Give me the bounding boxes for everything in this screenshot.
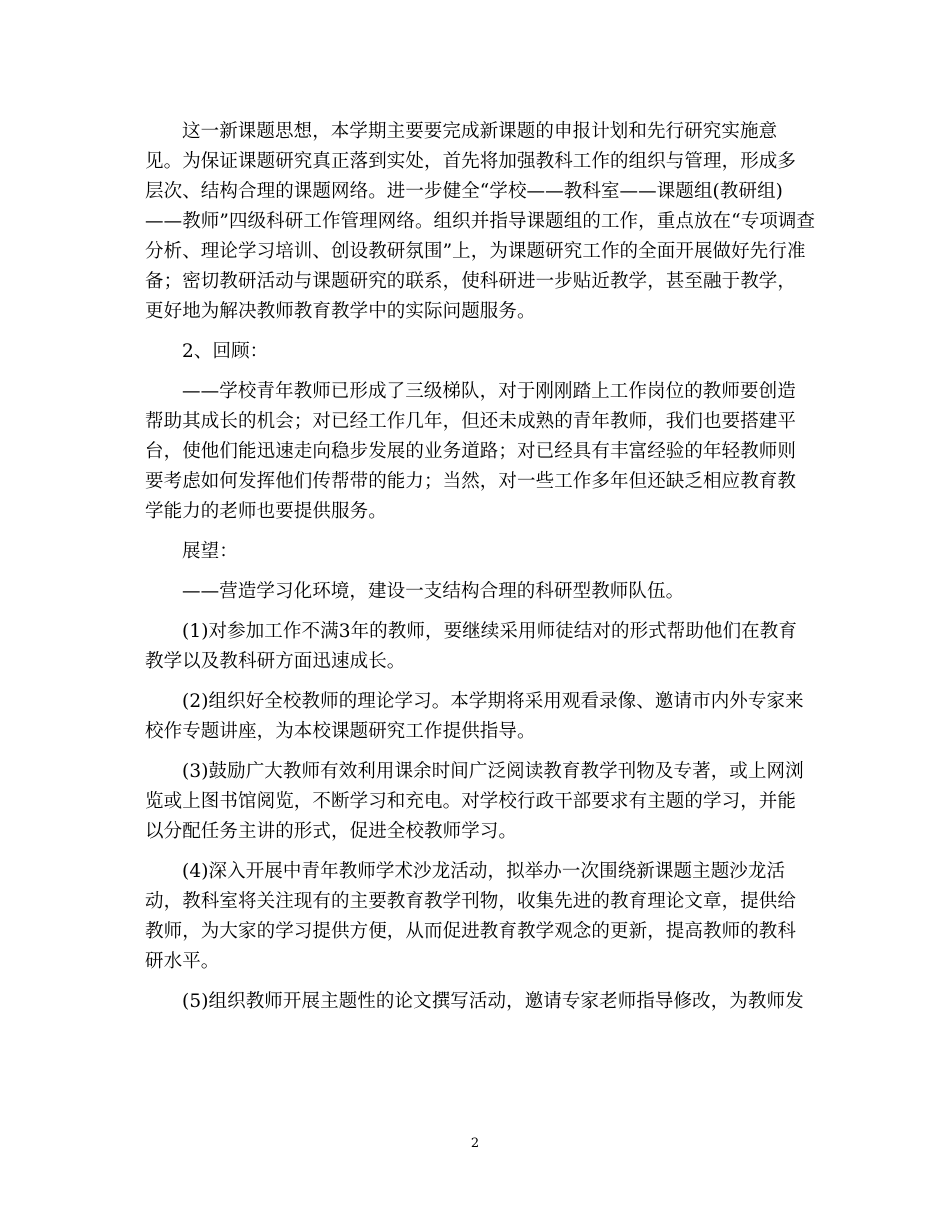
text-line: 见。为保证课题研究真正落到实处，首先将加强教科工作的组织与管理，形成多 [145, 151, 797, 172]
text-line: (1)对参加工作不满3年的教师，要继续采用师徒结对的形式帮助他们在教育 [182, 621, 797, 642]
text-line: 更好地为解决教师教育教学中的实际问题服务。 [145, 301, 536, 322]
page-number: 2 [470, 1136, 480, 1151]
text-line: (3)鼓励广大教师有效利用课余时间广泛阅读教育教学刊物及专著，或上网浏 [182, 761, 804, 782]
text-line: ——营造学习化环境，建设一支结构合理的科研型教师队伍。 [182, 581, 685, 602]
text-line: 研水平。 [145, 951, 220, 972]
text-line: (2)组织好全校教师的理论学习。本学期将采用观看录像、邀请市内外专家来 [182, 691, 804, 712]
document-body [145, 117, 816, 1017]
text-line: 备；密切教研活动与课题研究的联系，使科研进一步贴近教学，甚至融于教学， [145, 271, 797, 292]
text-line: 展望： [182, 541, 238, 562]
text-line: (5)组织教师开展主题性的论文撰写活动，邀请专家老师指导修改，为教师发 [182, 991, 804, 1012]
text-line: 学能力的老师也要提供服务。 [145, 501, 387, 522]
text-line: ——教师”四级科研工作管理网络。组织并指导课题组的工作，重点放在“专项调查 [145, 211, 816, 232]
text-line: 这一新课题思想，本学期主要要完成新课题的申报计划和先行研究实施意 [182, 121, 778, 142]
text-line: 帮助其成长的机会；对已经工作几年，但还未成熟的青年教师，我们也要搭建平 [145, 411, 797, 432]
text-line: 层次、结构合理的课题网络。进一步健全“学校——教科室——课题组(教研组) [145, 181, 783, 202]
text-line: 教学以及教科研方面迅速成长。 [145, 651, 406, 672]
text-line: 教师，为大家的学习提供方便，从而促进教育教学观念的更新，提高教师的教科 [145, 921, 797, 942]
text-line: 分析、理论学习培训、创设教研氛围”上，为课题研究工作的全面开展做好先行准 [145, 241, 806, 262]
text-line: 以分配任务主讲的形式，促进全校教师学习。 [145, 821, 518, 842]
text-line: 校作专题讲座，为本校课题研究工作提供指导。 [145, 721, 536, 742]
text-line: ——学校青年教师已形成了三级梯队，对于刚刚踏上工作岗位的教师要创造 [182, 381, 796, 402]
text-line: 要考虑如何发挥他们传帮带的能力；当然，对一些工作多年但还缺乏相应教育教 [145, 471, 797, 492]
text-line: 动，教科室将关注现有的主要教育教学刊物，收集先进的教育理论文章，提供给 [145, 891, 797, 912]
text-line: 2、回顾： [182, 341, 269, 362]
text-line: (4)深入开展中青年教师学术沙龙活动，拟举办一次围绕新课题主题沙龙活 [182, 861, 786, 882]
text-line: 览或上图书馆阅览，不断学习和充电。对学校行政干部要求有主题的学习，并能 [145, 791, 797, 812]
text-line: 台，使他们能迅速走向稳步发展的业务道路；对已经具有丰富经验的年轻教师则 [145, 441, 797, 462]
